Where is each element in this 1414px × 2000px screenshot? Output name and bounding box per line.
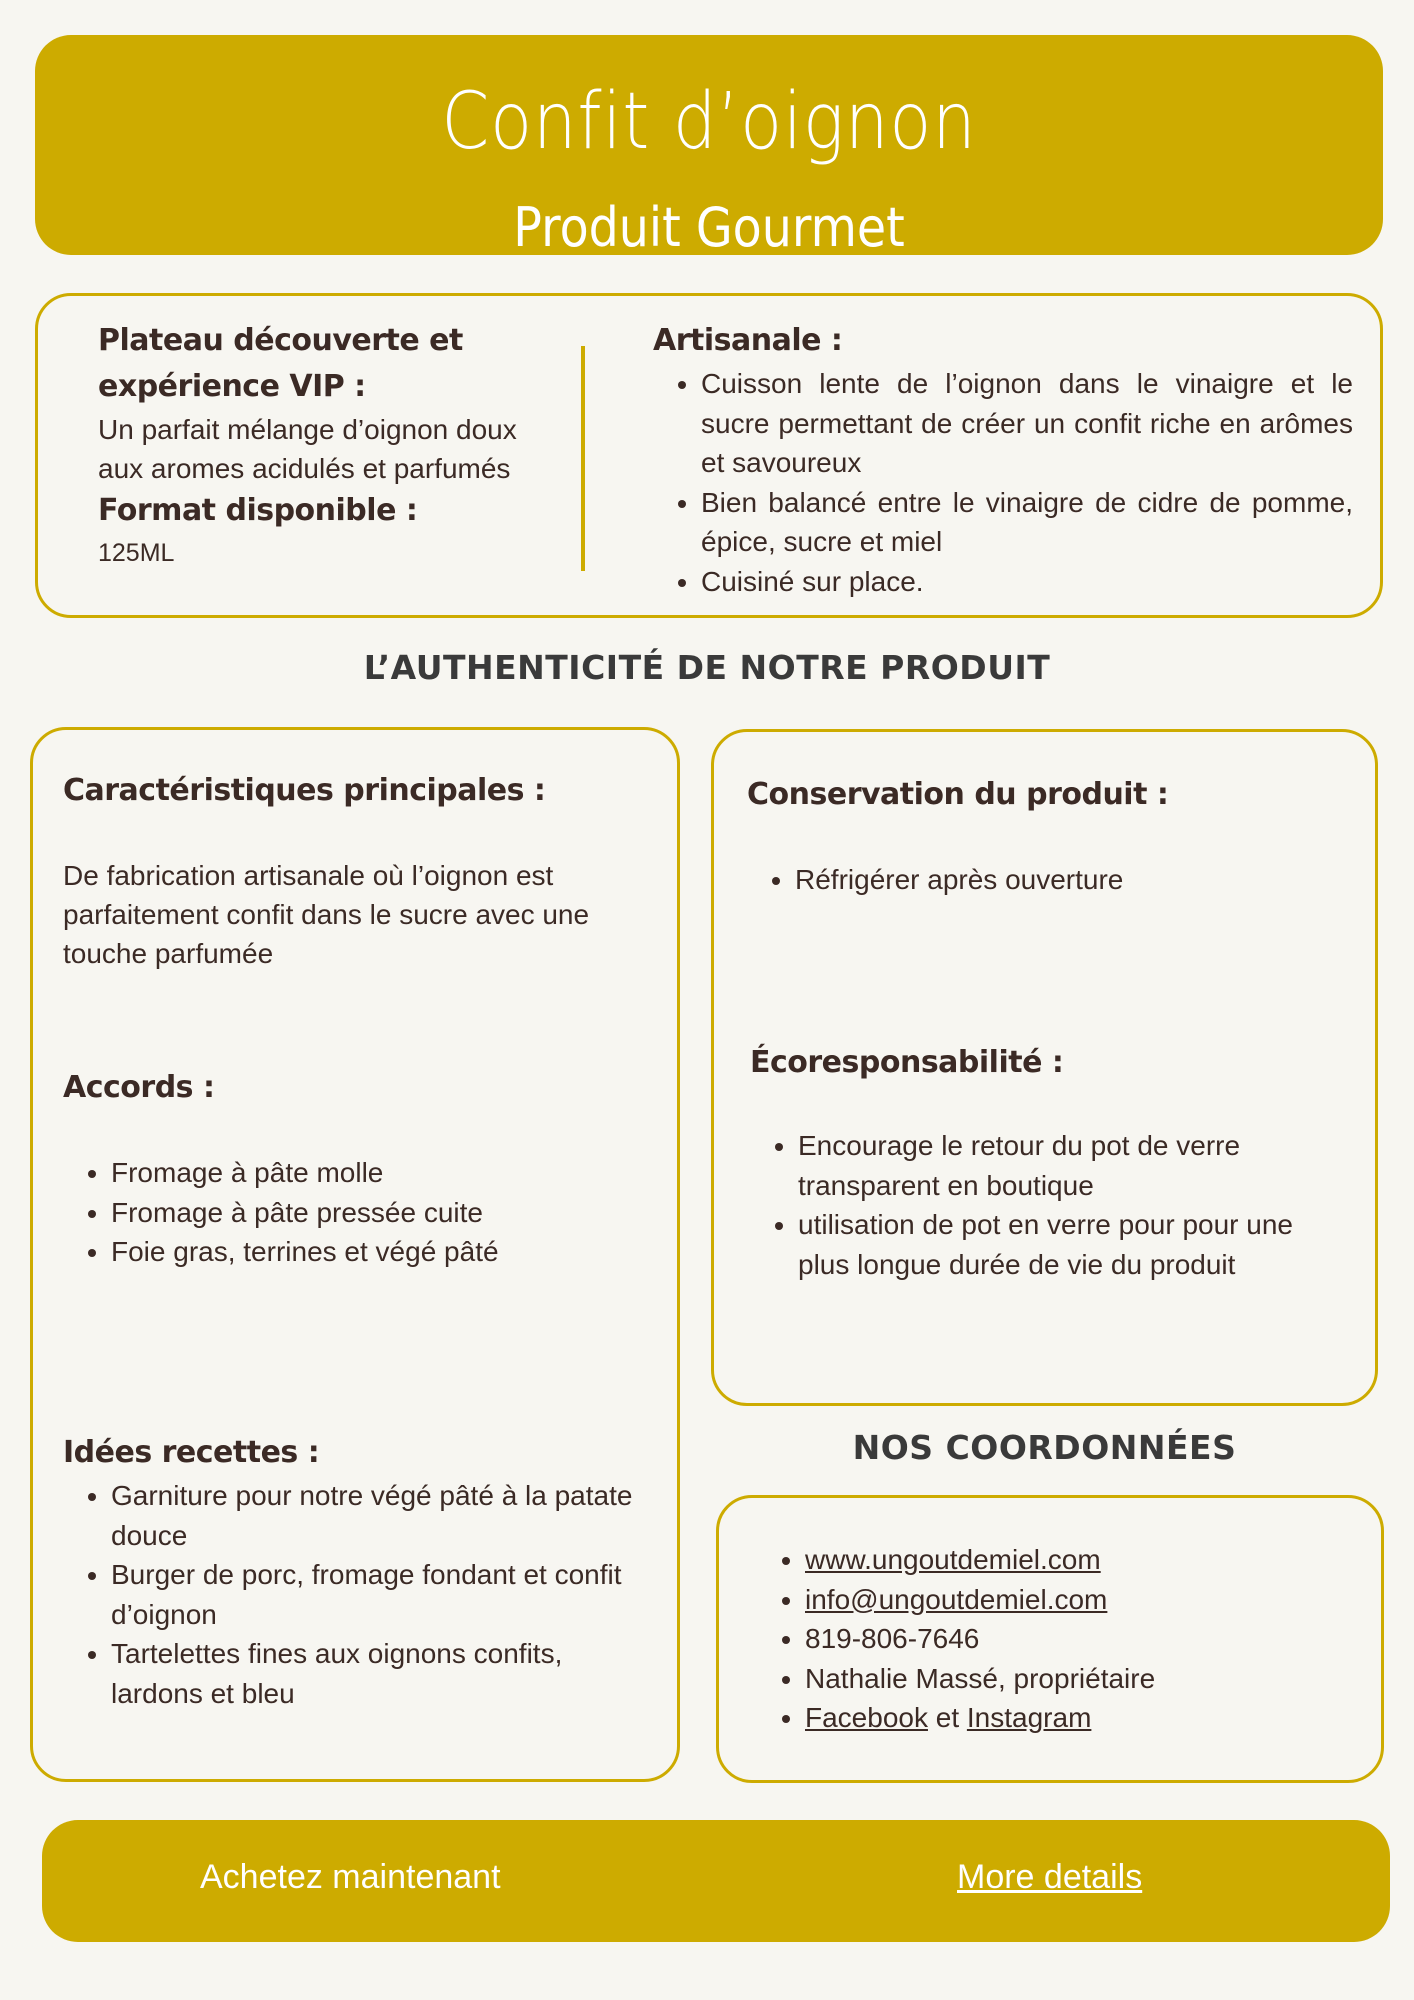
characteristics-text: De fabrication artisanale où l’oignon est parfaitement confit dans le sucre avec une touche parfumée [63, 860, 590, 969]
vip-description: Un parfait mélange d’oignon doux aux aromes acidulés et parfumés [98, 414, 517, 484]
recipes-section [63, 1430, 653, 1713]
format-heading: Format disponible : [98, 493, 418, 528]
conservation-list [747, 860, 1347, 900]
intro-box [35, 293, 1383, 618]
list-item: • Cuisiné sur place. [701, 562, 1353, 602]
conservation-box [711, 729, 1378, 1406]
artisanal-list [653, 364, 1353, 601]
contact-owner: • Nathalie Massé, propriétaire [805, 1659, 1385, 1699]
list-item: • Burger de porc, fromage fondant et confit d’oignon [111, 1555, 653, 1634]
contact-social [805, 1698, 1385, 1738]
recipes-heading: Idées recettes : [63, 1435, 320, 1470]
email-link[interactable]: info@ungoutdemiel.com [805, 1583, 1108, 1615]
facebook-link[interactable]: Facebook [805, 1702, 928, 1733]
header-banner [35, 35, 1383, 259]
pairings-section [63, 1065, 653, 1272]
eco-list [750, 1126, 1350, 1284]
eco-section [750, 1040, 1350, 1284]
contact-phone: • 819-806-7646 [805, 1619, 1385, 1659]
artisanal-heading: Artisanale : [653, 323, 843, 358]
pairings-heading: Accords : [63, 1070, 215, 1105]
contact-box [716, 1495, 1384, 1783]
list-item: • Bien balancé entre le vinaigre de cidre de pomme, épice, sucre et miel [701, 483, 1353, 562]
intro-left [98, 318, 538, 573]
eco-heading: Écoresponsabilité : [750, 1045, 1064, 1080]
contact-list [757, 1540, 1385, 1738]
list-item: • Tartelettes fines aux oignons confits, lardons et bleu [111, 1634, 653, 1713]
contact-website [805, 1540, 1385, 1580]
list-item: • Réfrigérer après ouverture [795, 860, 1347, 900]
pairings-list [63, 1153, 653, 1272]
product-details-box [30, 727, 680, 1782]
conservation-heading: Conservation du produit : [747, 777, 1169, 812]
social-joiner: et [927, 1702, 967, 1733]
footer-banner [42, 1820, 1390, 1942]
list-item: • Encourage le retour du pot de verre transparent en boutique [798, 1126, 1350, 1205]
authenticity-title: L’AUTHENTICITÉ DE NOTRE PRODUIT [363, 648, 1051, 687]
characteristics-heading: Caractéristiques principales : [63, 773, 546, 808]
conservation-section [747, 772, 1347, 900]
recipes-list [63, 1476, 653, 1713]
contact-title: NOS COORDONNÉES [852, 1428, 1237, 1467]
contact-email [805, 1580, 1385, 1620]
intro-right [653, 318, 1353, 601]
list-item: • Cuisson lente de l’oignon dans le vinaigre et le sucre permettant de créer un confit riche en arômes et savoureux [701, 364, 1353, 483]
characteristics-section [63, 768, 653, 973]
instagram-link[interactable]: Instagram [966, 1702, 1092, 1733]
list-item: • Foie gras, terrines et végé pâté [111, 1232, 653, 1272]
vertical-divider [581, 346, 585, 571]
list-item: • utilisation de pot en verre pour pour une plus longue durée de vie du produit [798, 1205, 1350, 1284]
vip-heading: Plateau découverte et expérience VIP : [98, 323, 463, 404]
website-link[interactable]: www.ungoutdemiel.com [805, 1544, 1101, 1575]
page-subtitle: Produit Gourmet [513, 196, 905, 259]
page-title: Confit d’oignon [441, 77, 977, 167]
list-item: • Fromage à pâte pressée cuite [111, 1193, 653, 1233]
buy-now-button[interactable]: Achetez maintenant [200, 1858, 501, 1896]
list-item: • Garniture pour notre végé pâté à la patate douce [111, 1476, 653, 1555]
more-details-link[interactable]: More details [957, 1858, 1143, 1896]
list-item: • Fromage à pâte molle [111, 1153, 653, 1193]
format-value: 125ML [98, 539, 175, 567]
